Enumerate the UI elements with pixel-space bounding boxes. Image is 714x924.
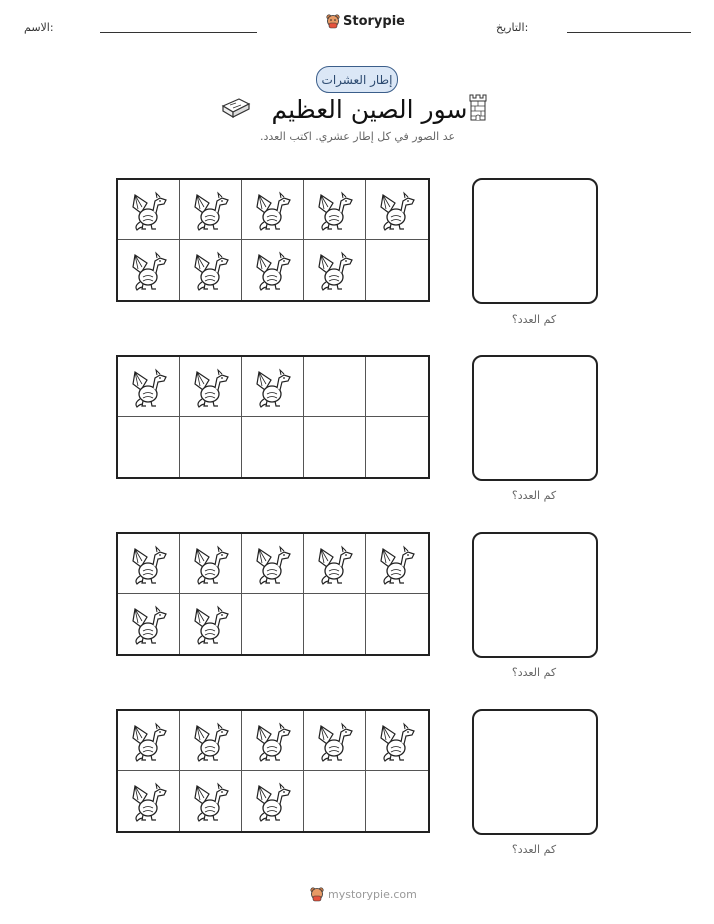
dragon-icon (129, 249, 169, 291)
frame-cell (304, 357, 366, 417)
dragon-icon (129, 780, 169, 822)
dragon-icon (129, 189, 169, 231)
answer-box[interactable] (472, 178, 598, 304)
footer (310, 886, 417, 902)
frame-cell (242, 180, 304, 240)
frame-cell (118, 771, 180, 831)
frame-cell (180, 240, 242, 300)
dragon-icon (377, 720, 417, 762)
frame-cell (180, 711, 242, 771)
count-prompt: كم العدد؟ (511, 313, 557, 326)
frame-cell (366, 534, 428, 594)
frame-cell (118, 240, 180, 300)
answer-box[interactable] (472, 355, 598, 481)
dragon-icon (191, 720, 231, 762)
frame-cell (118, 711, 180, 771)
ten-frame (116, 532, 430, 656)
instructions: عد الصور في كل إطار عشري. اكتب العدد. (259, 130, 456, 143)
dragon-icon (253, 543, 293, 585)
frame-cell (304, 771, 366, 831)
frame-cell (180, 357, 242, 417)
topic-badge: إطار العشرات (316, 66, 398, 93)
dragon-icon (377, 543, 417, 585)
frame-cell (366, 180, 428, 240)
footer-url: mystorypie.com (328, 887, 417, 901)
name-label: الاسم: (24, 21, 54, 34)
date-label: التاريخ: (496, 21, 529, 34)
dragon-icon (191, 249, 231, 291)
frame-cell (242, 594, 304, 654)
frame-cell (304, 417, 366, 477)
frame-cell (304, 711, 366, 771)
dragon-icon (191, 366, 231, 408)
dragon-icon (191, 603, 231, 645)
brand-name: Storypie (343, 13, 405, 29)
bear-mascot-icon (310, 886, 324, 902)
frame-cell (366, 771, 428, 831)
frame-cell (242, 417, 304, 477)
frame-cell (304, 180, 366, 240)
dragon-icon (315, 189, 355, 231)
dragon-icon (377, 189, 417, 231)
frame-cell (180, 771, 242, 831)
tower-icon (468, 93, 488, 121)
count-prompt: كم العدد؟ (511, 489, 557, 502)
dragon-icon (253, 249, 293, 291)
brick-icon (221, 96, 251, 118)
name-field[interactable] (100, 32, 257, 33)
ten-frame (116, 709, 430, 833)
frame-cell (180, 594, 242, 654)
ten-frame (116, 355, 430, 479)
count-prompt: كم العدد؟ (511, 843, 557, 856)
frame-cell (118, 534, 180, 594)
dragon-icon (191, 189, 231, 231)
page-title: سور الصين العظيم (271, 95, 468, 124)
answer-box[interactable] (472, 532, 598, 658)
frame-cell (242, 534, 304, 594)
frame-cell (304, 240, 366, 300)
dragon-icon (253, 780, 293, 822)
frame-cell (242, 771, 304, 831)
dragon-icon (129, 366, 169, 408)
dragon-icon (253, 366, 293, 408)
frame-cell (242, 711, 304, 771)
dragon-icon (315, 720, 355, 762)
frame-cell (242, 357, 304, 417)
date-field[interactable] (567, 32, 691, 33)
dragon-icon (129, 720, 169, 762)
frame-cell (180, 180, 242, 240)
ten-frame (116, 178, 430, 302)
frame-cell (180, 534, 242, 594)
dragon-icon (191, 780, 231, 822)
frame-cell (366, 594, 428, 654)
frame-cell (366, 240, 428, 300)
frame-cell (180, 417, 242, 477)
frame-cell (304, 534, 366, 594)
bear-mascot-icon (326, 13, 340, 29)
dragon-icon (253, 720, 293, 762)
frame-cell (118, 357, 180, 417)
frame-cell (366, 711, 428, 771)
frame-cell (118, 594, 180, 654)
frame-cell (366, 417, 428, 477)
count-prompt: كم العدد؟ (511, 666, 557, 679)
dragon-icon (253, 189, 293, 231)
answer-box[interactable] (472, 709, 598, 835)
frame-cell (304, 594, 366, 654)
frame-cell (118, 180, 180, 240)
dragon-icon (191, 543, 231, 585)
dragon-icon (315, 249, 355, 291)
dragon-icon (315, 543, 355, 585)
frame-cell (366, 357, 428, 417)
frame-cell (118, 417, 180, 477)
frame-cell (242, 240, 304, 300)
dragon-icon (129, 543, 169, 585)
brand-logo (326, 13, 405, 29)
dragon-icon (129, 603, 169, 645)
